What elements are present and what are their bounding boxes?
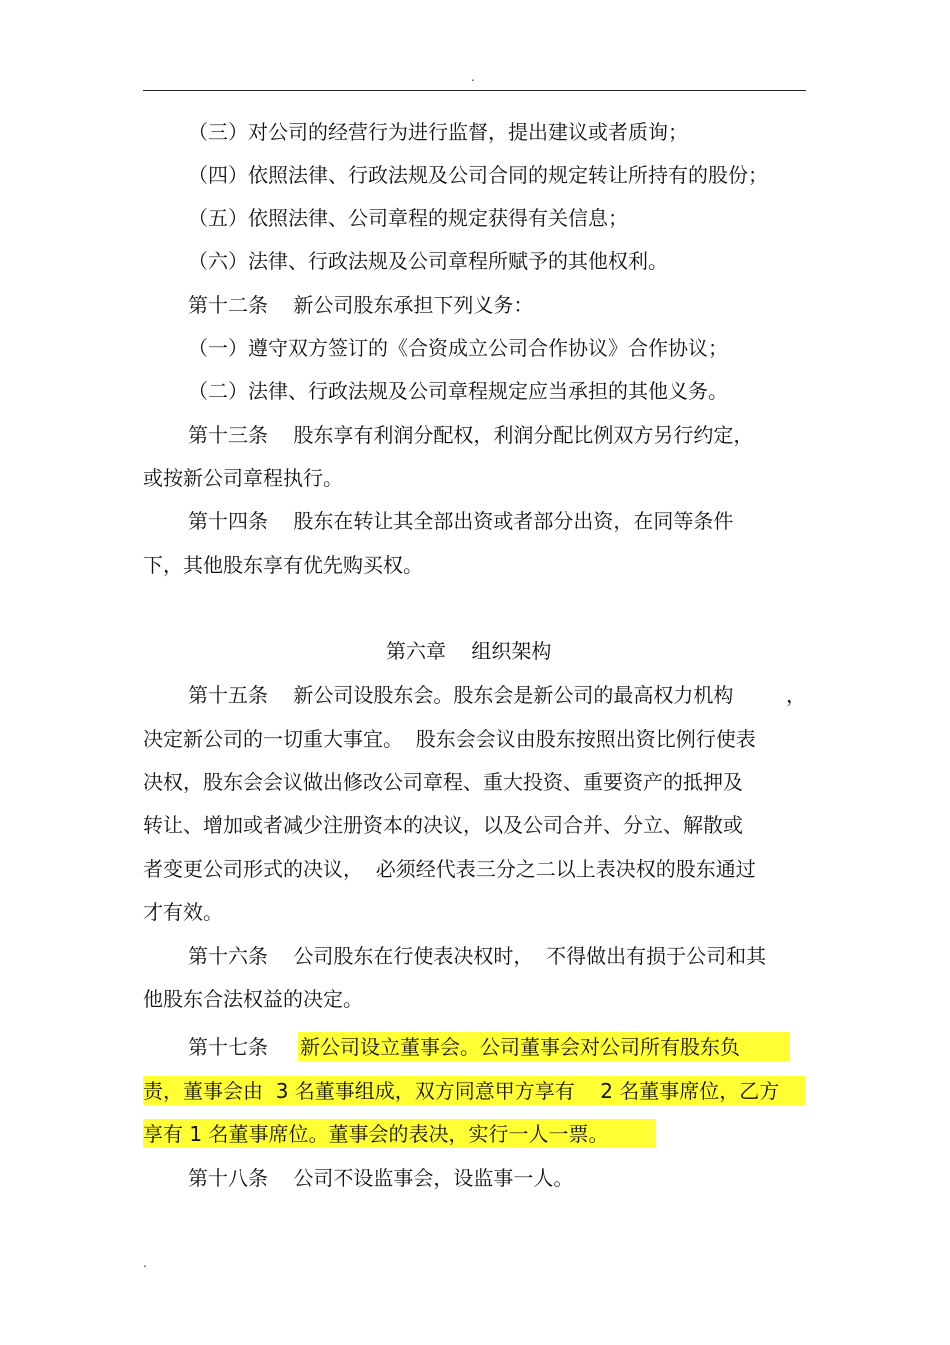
header-rule <box>143 90 806 91</box>
article-16-line: 第十六条 公司股东在行使表决权时， 不得做出有损于公司和其 <box>188 944 767 968</box>
paragraph-line: 或按新公司章程执行。 <box>143 466 343 490</box>
paragraph-line: （一）遵守双方签订的《合资成立公司合作协议》合作协议； <box>188 336 728 360</box>
paragraph-line: （二）法律、行政法规及公司章程规定应当承担的其他义务。 <box>188 379 728 403</box>
chapter-title: 第六章 组织架构 <box>386 639 552 663</box>
paragraph-punct: ， <box>786 683 806 707</box>
article-13-line: 第十三条 股东享有利润分配权，利润分配比例双方另行约定， <box>188 423 754 447</box>
paragraph-line: （六）法律、行政法规及公司章程所赋予的其他权利。 <box>188 249 668 273</box>
paragraph-line: 才有效。 <box>143 900 223 924</box>
paragraph-line: 决权，股东会会议做出修改公司章程、重大投资、重要资产的抵押及 <box>143 770 743 794</box>
paragraph-line: 决定新公司的一切重大事宜。 股东会会议由股东按照出资比例行使表 <box>143 727 756 751</box>
paragraph-line: 转让、增加或者减少注册资本的决议，以及公司合并、分立、解散或 <box>143 813 743 837</box>
article-12-heading: 第十二条 新公司股东承担下列义务： <box>188 293 534 317</box>
paragraph-line: （四）依照法律、行政法规及公司合同的规定转让所持有的股份； <box>188 163 768 187</box>
highlighted-text: 享有 1 名董事席位。董事会的表决，实行一人一票。 <box>143 1122 609 1146</box>
paragraph-line: 者变更公司形式的决议， 必须经代表三分之二以上表决权的股东通过 <box>143 857 756 881</box>
paragraph-line: （五）依照法律、公司章程的规定获得有关信息； <box>188 206 628 230</box>
footer-mark: . <box>143 1256 147 1270</box>
article-15-line: 第十五条 新公司设股东会。股东会是新公司的最高权力机构 <box>188 683 734 707</box>
paragraph-line: 下，其他股东享有优先购买权。 <box>143 553 423 577</box>
article-14-line: 第十四条 股东在转让其全部出资或者部分出资，在同等条件 <box>188 509 734 533</box>
article-18-line: 第十八条 公司不设监事会，设监事一人。 <box>188 1166 574 1190</box>
paragraph-line: （三）对公司的经营行为进行监督，提出建议或者质询； <box>188 120 688 144</box>
header-mark: . <box>471 70 475 84</box>
highlighted-text: 责，董事会由 3 名董事组成，双方同意甲方享有 2 名董事席位，乙方 <box>143 1079 780 1103</box>
paragraph-line: 他股东合法权益的决定。 <box>143 987 363 1011</box>
article-17-label: 第十七条 <box>188 1035 294 1059</box>
highlighted-text: 新公司设立董事会。公司董事会对公司所有股东负 <box>300 1035 740 1059</box>
